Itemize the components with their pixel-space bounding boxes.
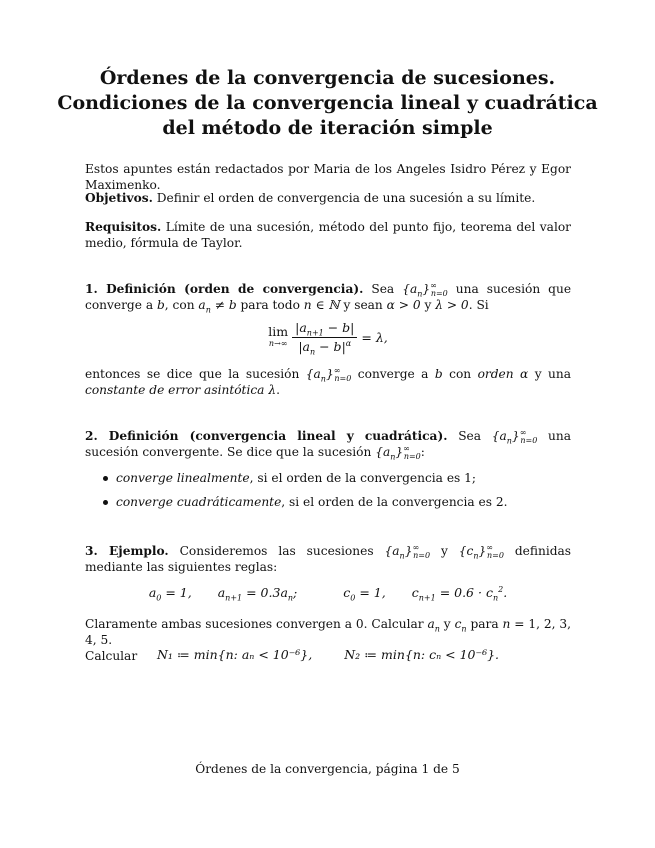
title-line-1: Órdenes de la convergencia de sucesiones. [99,67,556,89]
ex3-calcular: Calcular [85,649,138,663]
def1-constante: constante de error asintótica [85,383,265,397]
def1-after-3: con [449,367,472,381]
requirements-text: Límite de una sucesión, método del punto fijo, teorema del valor medio, fórmula de Taylor. [85,220,572,250]
title-line-3: del método de iteración simple [162,117,493,139]
math-lambda-pos: λ > 0 [435,298,469,312]
def2-text-1: Sea [458,429,482,443]
math-b: b [156,298,165,312]
example-3: 3. Ejemplo. Consideremos las sucesiones $\{a_n\}^\infty_{n=0}$ y $\{c_n\}^\infty_{n=0}$ definidas mediante las siguientes reglas: [85,542,572,574]
definition-1-conclusion: entonces se dice que la sucesión $\{a_n\}^\infty_{n=0}$ converge a b con orden α y una constante de error asintótica λ. [85,365,572,397]
definition-2-label: 2. Definición (convergencia lineal y cuadrática). [85,429,448,443]
def1-orden: orden [477,367,514,381]
definition-2-list [100,470,560,518]
objectives-paragraph [85,190,571,206]
recurrence-rules: $a_0 = 1$, $a_{n+1} = 0.3a_n$; $c_0 = 1$, $c_{n+1} = 0.6 \cdot c_n^2$. [148,584,508,603]
title-line-2: Condiciones de la convergencia lineal y cuadrática [57,92,598,114]
ex3-text-3: definidas mediante las siguientes reglas: [85,544,572,574]
def1-text-5: y [424,298,432,312]
n2-definition: N₂ ≔ min{n: cₙ < 10⁻⁶}. [344,647,500,662]
authors-line: Estos apuntes están redactados por Maria de los Angeles Isidro Pérez y Egor Maximenko. [85,162,571,192]
example-3-label: 3. Ejemplo. [85,544,169,558]
def1-after-1: entonces se dice que la sucesión [85,367,300,381]
def1-text-sea: Sea [371,282,395,296]
list-item-quadratic: converge cuadráticamente, si el orden de la convergencia es 2. [100,494,560,510]
objectives-text: Definir el orden de convergencia de una sucesión a su límite. [156,191,536,205]
math-alpha-pos: α > 0 [386,298,421,312]
def1-text-4: y sean [343,298,383,312]
ex3-text-2: y [440,544,448,558]
def1-text-1: una sucesión que converge a [85,282,572,312]
page-footer: Órdenes de la convergencia, página 1 de 5 [195,762,460,776]
ex3-text-1: Consideremos las sucesiones [179,544,374,558]
definition-2: 2. Definición (convergencia lineal y cuadrática). Sea $\{a_n\}^\infty_{n=0}$ una sucesión convergente. Se dice que la sucesión $\{a_n\}^\infty_{n=0}$: [85,427,571,462]
def2-text-2: una sucesión convergente. Se dice que la sucesión [85,429,571,459]
document-title [40,66,615,141]
objectives-label: Objetivos. [85,191,153,205]
limit-equation: lim n→∞ $\frac{|a_{n+1} - b|}{|a_n - b|^\alpha}$ = λ, [268,320,388,357]
n1-definition: N₁ ≔ min{n: aₙ < 10⁻⁶}, [156,647,313,662]
def1-after-2: converge a [357,367,429,381]
math-n-in-N: n ∈ ℕ [303,298,340,312]
min-definitions [85,647,571,662]
def1-text-6: Si [476,298,489,312]
math-an-neq-b: $a_n \ne b$ [198,298,237,315]
def1-text-2: con [172,298,195,312]
def1-after-4: y una [534,367,572,381]
list-item-linear: converge linealmente, si el orden de la convergencia es 1; [100,470,560,486]
math-seq-a: $\{a_n\}^\infty_{n=0}$ [402,280,448,299]
def1-text-3: para todo [240,298,300,312]
definition-1-label: 1. Definición (orden de convergencia). [85,282,364,296]
definition-1: 1. Definición (orden de convergencia). Sea $\{a_n\}^\infty_{n=0}$ una sucesión que converge a b, con $a_n \ne b$ para todo n ∈ ℕ y sean α > 0 y λ > 0. Si [85,280,572,315]
requirements-paragraph [85,219,571,251]
requirements-label: Requisitos. [85,220,162,234]
example-3-task: Claramente ambas sucesiones convergen a 0. Calcular $a_n$ y $c_n$ para n = 1, 2, 3, 4, 5. Calcular [85,617,572,663]
